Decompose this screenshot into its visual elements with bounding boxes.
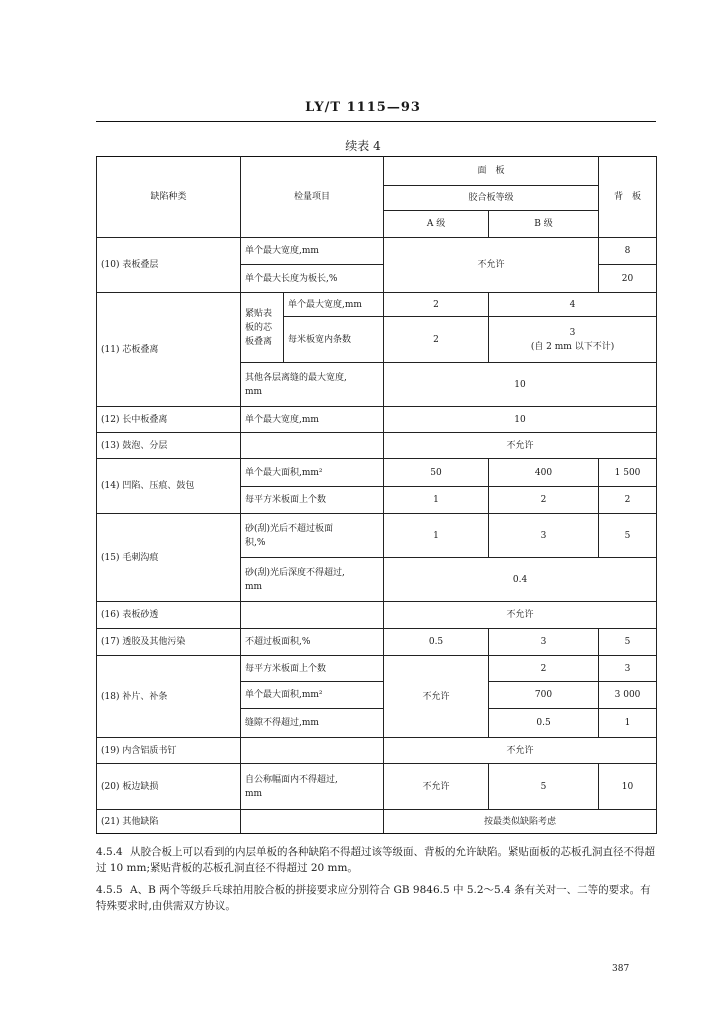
row11-bb2: 3 (自 2 mm 以下不计) [489,317,657,363]
row14-back1: 1 500 [599,459,657,487]
row11-item1: 单个最大宽度,mm [284,293,384,317]
clause-4-5-5-number: 4.5.5 [96,884,123,896]
row11-item3: 其他各层离缝的最大宽度, mm [241,363,384,407]
row12-value: 10 [384,407,657,433]
row10-item2: 单个最大长度为板长,% [241,265,384,293]
row11-name: (11) 芯板叠离 [97,293,241,407]
row19-item-empty [241,738,384,764]
row18-b1: 2 [489,656,599,682]
row16-value: 不允许 [384,602,657,629]
row20-b1: 5 [489,764,599,810]
row13-name: (13) 鼓泡、分层 [97,433,241,459]
page-number: 387 [612,964,630,974]
row13-item-empty [241,433,384,459]
row19-name: (19) 内含铝质书钉 [97,738,241,764]
clause-4-5-4-text: 从胶合板上可以看到的内层单板的各种缺陷不得超过该等级面、背板的允许缺陷。紧贴面板的芯板孔洞直径不得超过 10 mm;紧贴背板的芯板孔洞直径不得超过 20 mm。 [96,846,655,874]
row14-back2: 2 [599,487,657,514]
row20-back1: 10 [599,764,657,810]
row21-value: 按最类似缺陷考虑 [384,810,657,834]
row15-b1: 3 [489,514,599,558]
row18-a: 不允许 [384,656,489,738]
row18-item3: 缝隙不得超过,mm [241,709,384,738]
col-plywood-grade: 胶合板等级 [384,186,599,211]
col-face-board: 面 板 [384,157,599,186]
row13-value: 不允许 [384,433,657,459]
row18-back1: 3 [599,656,657,682]
row17-name: (17) 透胶及其他污染 [97,629,241,656]
row15-item1: 砂(刮)光后不超过板面 积,% [241,514,384,558]
row10-ab: 不允许 [384,238,599,293]
row11-a2: 2 [384,317,489,363]
row20-name: (20) 板边缺损 [97,764,241,810]
col-defect-type: 缺陷种类 [97,157,241,238]
row15-name: (15) 毛刺沟痕 [97,514,241,602]
row18-back2: 3 000 [599,682,657,709]
clause-4-5-4 [96,844,658,876]
row17-b1: 3 [489,629,599,656]
row11-bb1: 4 [489,293,657,317]
row10-name: (10) 表板叠层 [97,238,241,293]
row15-back1: 5 [599,514,657,558]
standard-header: LY/T 1115—93 [305,100,421,115]
header-rule [96,121,656,122]
row18-b3: 0.5 [489,709,599,738]
row11-a1: 2 [384,293,489,317]
row18-back3: 1 [599,709,657,738]
row15-v2: 0.4 [384,558,657,602]
clause-4-5-4-number: 4.5.4 [96,846,123,858]
row19-value: 不允许 [384,738,657,764]
row16-item-empty [241,602,384,629]
row10-back2: 20 [599,265,657,293]
row11-v3: 10 [384,363,657,407]
row14-item1: 单个最大面积,mm² [241,459,384,487]
row10-back1: 8 [599,238,657,265]
row10-item1: 单个最大宽度,mm [241,238,384,265]
col-grade-b: B 级 [489,211,599,238]
clause-4-5-5 [96,882,658,914]
row17-back1: 5 [599,629,657,656]
clause-4-5-5-text: A、B 两个等级乒乓球拍用胶合板的拼接要求应分别符合 GB 9846.5 中 5.2～5.4 条有关对一、二等的要求。有特殊要求时,由供需双方协议。 [96,884,651,912]
row21-item-empty [241,810,384,834]
col-inspection-item: 检量项目 [241,157,384,238]
row14-b2: 2 [489,487,599,514]
row12-name: (12) 长中板叠离 [97,407,241,433]
row15-item2: 砂(刮)光后深度不得超过, mm [241,558,384,602]
defect-table [96,156,657,834]
table-caption: 续表 4 [345,139,381,153]
row18-b2: 700 [489,682,599,709]
row11-group: 紧贴表 板的芯 板叠离 [241,293,284,363]
row20-a1: 不允许 [384,764,489,810]
row14-name: (14) 凹陷、压痕、鼓包 [97,459,241,514]
row18-name: (18) 补片、补条 [97,656,241,738]
row18-item2: 单个最大面积,mm² [241,682,384,709]
row14-b1: 400 [489,459,599,487]
row11-item2: 每米板宽内条数 [284,317,384,363]
col-back-board: 背 板 [599,157,657,238]
row18-item1: 每平方米板面上个数 [241,656,384,682]
row17-item1: 不超过板面积,% [241,629,384,656]
row15-a1: 1 [384,514,489,558]
col-grade-a: A 级 [384,211,489,238]
row20-item1: 自公称幅面内不得超过, mm [241,764,384,810]
row21-name: (21) 其他缺陷 [97,810,241,834]
row12-item1: 单个最大宽度,mm [241,407,384,433]
row14-a1: 50 [384,459,489,487]
row14-a2: 1 [384,487,489,514]
row16-name: (16) 表板砂透 [97,602,241,629]
row17-a1: 0.5 [384,629,489,656]
row14-item2: 每平方米板面上个数 [241,487,384,514]
